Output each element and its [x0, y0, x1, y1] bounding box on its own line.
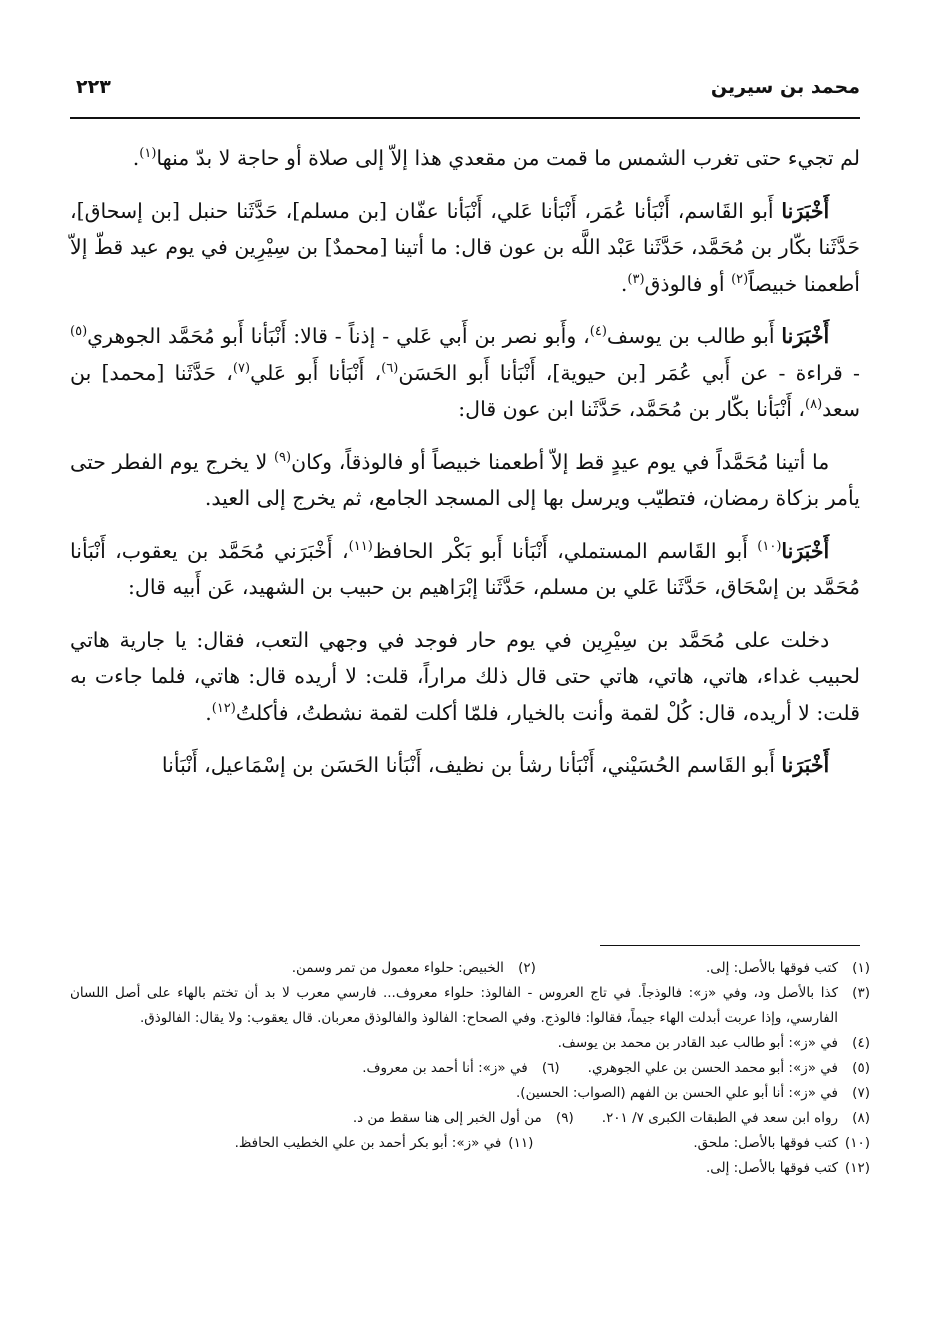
footnote-number: (٥): [852, 1060, 870, 1076]
text-run: أَبو القَاسم الحُسَيْني، أَنْبَأنا رشأ بن نظيف، أَنْبَأنا الحَسَن بن إسْمَاعيل، أَنْبَأنا: [161, 753, 782, 777]
footnote: [362, 1056, 559, 1081]
footnote-ref[interactable]: (٨): [805, 397, 823, 413]
footnote-row: [70, 956, 870, 981]
footnote: [70, 981, 870, 1031]
footnote-ref[interactable]: (٦): [381, 360, 399, 376]
footnote-rule: [600, 945, 860, 946]
footnote-ref[interactable]: (٤): [589, 324, 607, 340]
footnote-ref[interactable]: (٩): [273, 449, 292, 465]
isnad-lead: أَخْبَرَنا: [781, 538, 830, 563]
text-run: ، أَنْبَأنا بكّار بن مُحَمَّد، حَدَّثَنا ابن عون قال:: [458, 397, 806, 421]
footnote-text: رواه ابن سعد في الطبقات الكبرى ٧/ ٢٠١.: [601, 1110, 838, 1126]
footnote-ref[interactable]: (٢): [731, 271, 749, 287]
footnote-number: (٣): [852, 985, 870, 1001]
footnote-text: في «ز»: أبو طالب عبد القادر بن محمد بن يوسف.: [557, 1035, 838, 1051]
isnad-lead: أَخْبَرَنا: [781, 324, 830, 348]
footnote-text: في «ز»: أنا أبو علي الحسن بن الفهم (الصواب: الحسين).: [516, 1085, 838, 1101]
text-run: أو فالوذق: [644, 271, 732, 296]
paragraph-1: لم تجيء حتى تغرب الشمس ما قمت من مقعدي هذا إلاّ إلى صلاة أو حاجة لا بدّ منها$^{(١)}$.: [132, 146, 860, 170]
header-rule: [70, 117, 860, 119]
paragraph-5: [70, 533, 860, 606]
footnote-number: (١٠): [844, 1135, 870, 1151]
footnote: [353, 1106, 574, 1131]
paragraph-6: دخلت على مُحَمَّد بن سِيْرِين في يوم حار فوجد في وجهي التعب، فقال: يا جارية هاتي لحبيب غداء، هاتي، هاتي، هاتي حتى قال ذلك مراراً، قلت: لا أريده قال: هاتي، فلما جاءت به قلت: لا أريده، قال: كُلْ لقمة وأنت بالخيار، فلمّا أكلت لقمة نشطتُ، فأكلتُ$^{(١٢)}$.: [70, 627, 860, 725]
footnote-ref[interactable]: (٧): [232, 360, 251, 376]
footnote-ref[interactable]: (١): [139, 146, 157, 162]
footnote-text: في «ز»: أنا أحمد بن معروف.: [362, 1060, 528, 1076]
text-run: ، أَنْبَأنا أَبو عَلي: [250, 360, 382, 385]
text-run: أَبو القَاسم المستملي، أَنْبَأنا أَبو بَكْر الحافظ: [372, 538, 758, 563]
isnad-lead: أَخْبَرَنا: [781, 753, 830, 777]
footnote-text: الخبيص: حلواء معمول من تمر وسمن.: [291, 960, 504, 976]
text-run: دخلت على مُحَمَّد بن سِيْرِين في يوم حار فوجد في وجهي التعب، فقال: يا جارية هاتي لحبيب غداء، هاتي، هاتي، هاتي حتى قال ذلك مراراً، قلت: لا أريده قال: هاتي، فلما جاءت به قلت: لا أريده، قال: كُلْ لقمة وأنت بالخيار، فلمّا أكلت لقمة نشطتُ، فأكلتُ: [70, 627, 860, 725]
footnote-text: من أول الخبر إلى هنا سقط من د.: [352, 1110, 542, 1126]
text-run: ، أَخْبَرَني مُحَمَّد بن يعقوب، أَنْبَأنا مُحَمَّد بن إسْحَاق، حَدَّثَنا عَلي بن مسلم، حَدَّثَنا إبْرَاهيم بن حبيب بن الشهيد، عَن أَبيه قال:: [70, 538, 860, 599]
text-run: ، حَدَّثَنا [محمد] بن سعد: [70, 360, 860, 421]
footnote-number: (٦): [541, 1060, 560, 1076]
footnote-text: كتب فوقها بالأصل: إلى.: [705, 1160, 838, 1176]
footnote-text: كتب فوقها بالأصل: إلى.: [705, 960, 838, 976]
footnote-number: (٤): [852, 1035, 870, 1051]
text-run: أَبو طالب بن يوسف: [606, 324, 782, 348]
footnotes: [70, 956, 870, 1181]
footnote-number: (٩): [555, 1110, 574, 1126]
footnote-ref[interactable]: (١٢): [211, 700, 236, 716]
footnote-ref[interactable]: (١١): [348, 538, 373, 554]
text-run: ما أتينا مُحَمَّداً في يوم عيدٍ قط إلاّ أطعمنا خبيصاً أو فالوذقاً، وكان: [291, 449, 830, 474]
footnote-text: كتب فوقها بالأصل: ملحق.: [693, 1135, 838, 1151]
paragraph-2: أَخْبَرَنا أَبو القَاسم، أَنْبَأنا عُمَر، أَنْبَأنا عَلي، أَنْبَأنا عفّان [بن مسلم]، حَدَّثَنا حنبل [بن إسحاق]، حَدَّثَنا بكّار بن مُحَمَّد، حَدَّثَنا عَبْد اللَّه بن عون قال: ما أتينا [محمدٌ] بن سِيْرِين في يوم عيد قطّ إلاّ أطعمنا خبيصاً$^{(٢)}$ أو فالوذق$^{(٣)}$.: [70, 198, 860, 296]
footnote-number: (١٢): [844, 1160, 870, 1176]
footnote: [706, 956, 870, 981]
footnote: [693, 1131, 870, 1156]
footnote-text: في «ز»: أبو بكر أحمد بن علي الخطيب الحافظ.: [234, 1135, 502, 1151]
paragraph-3: [70, 318, 860, 428]
footnote-row: [70, 1106, 870, 1131]
footnote-ref[interactable]: (٣): [627, 271, 645, 287]
footnote-number: (٨): [852, 1110, 870, 1126]
footnote: [235, 1131, 534, 1156]
isnad-lead: أَخْبَرَنا: [781, 198, 830, 223]
footnote: [602, 1106, 870, 1131]
text-run: ، وأَبو نصر بن أَبي عَلي - إذناً - قالا: أَنْبَأنا أَبو مُحَمَّد الجوهري: [87, 324, 590, 348]
footnote-row: [70, 1056, 870, 1081]
running-title: محمد بن سيرين: [710, 76, 860, 98]
footnote-ref[interactable]: (١٠): [757, 538, 782, 554]
footnote-number: (١): [852, 960, 870, 976]
footnote-ref[interactable]: (٥): [70, 324, 88, 340]
footnote-number: (٢): [518, 960, 536, 976]
footnote-text: في «ز»: أبو محمد الحسن بن علي الجوهري.: [587, 1060, 838, 1076]
footnote-number: (٧): [852, 1085, 870, 1101]
text-run: لم تجيء حتى تغرب الشمس ما قمت من مقعدي هذا إلاّ إلى صلاة أو حاجة لا بدّ منها: [156, 146, 860, 170]
text-run: أَبو القَاسم، أَنْبَأنا عُمَر، أَنْبَأنا عَلي، أَنْبَأنا عفّان [بن مسلم]، حَدَّثَنا حنبل [بن إسحاق]، حَدَّثَنا بكّار بن مُحَمَّد، حَدَّثَنا عَبْد اللَّه بن عون قال: ما أتينا [محمدٌ] بن سِيْرِين في يوم عيد قطّ إلاّ أطعمنا خبيصاً: [70, 198, 860, 296]
page-number: ٢٢٣: [76, 76, 111, 98]
footnote: [70, 1081, 870, 1106]
text-run: لا يخرج يوم الفطر حتى يأمر بزكاة رمضان، فتطيّب ويرسل بها إلى المسجد الجامع، ثم يخرج إلى العيد.: [70, 449, 860, 510]
text-run: - قراءة - عن أَبي عُمَر [بن حيوية]، أَنْبَأنا أَبو الحَسَن: [398, 360, 860, 385]
footnote: [292, 956, 536, 981]
footnote-number: (١١): [508, 1135, 534, 1151]
footnote-text: كذا بالأصل ود، وفي «ز»: فالوذجاً. في تاج العروس - الفالوذ: حلواء معروف... فارسي معرب لا بد أن تختم بالهاء على أصل اللسان الفارسي، وإذا عربت أبدلت الهاء جيماً، فقالوا: فالوذج. وفي الصحاح: الفالوذ والفالوذق معربان. قال يعقوب: ولا يقال: الفالوذق.: [70, 985, 838, 1026]
footnote: [70, 1031, 870, 1056]
footnote-row: [70, 1131, 870, 1156]
paragraph-4: [70, 444, 860, 517]
paragraph-7: [70, 747, 860, 784]
footnote: [70, 1156, 870, 1181]
running-head: [72, 76, 860, 106]
main-text: [70, 140, 860, 800]
footnote: [588, 1056, 870, 1081]
